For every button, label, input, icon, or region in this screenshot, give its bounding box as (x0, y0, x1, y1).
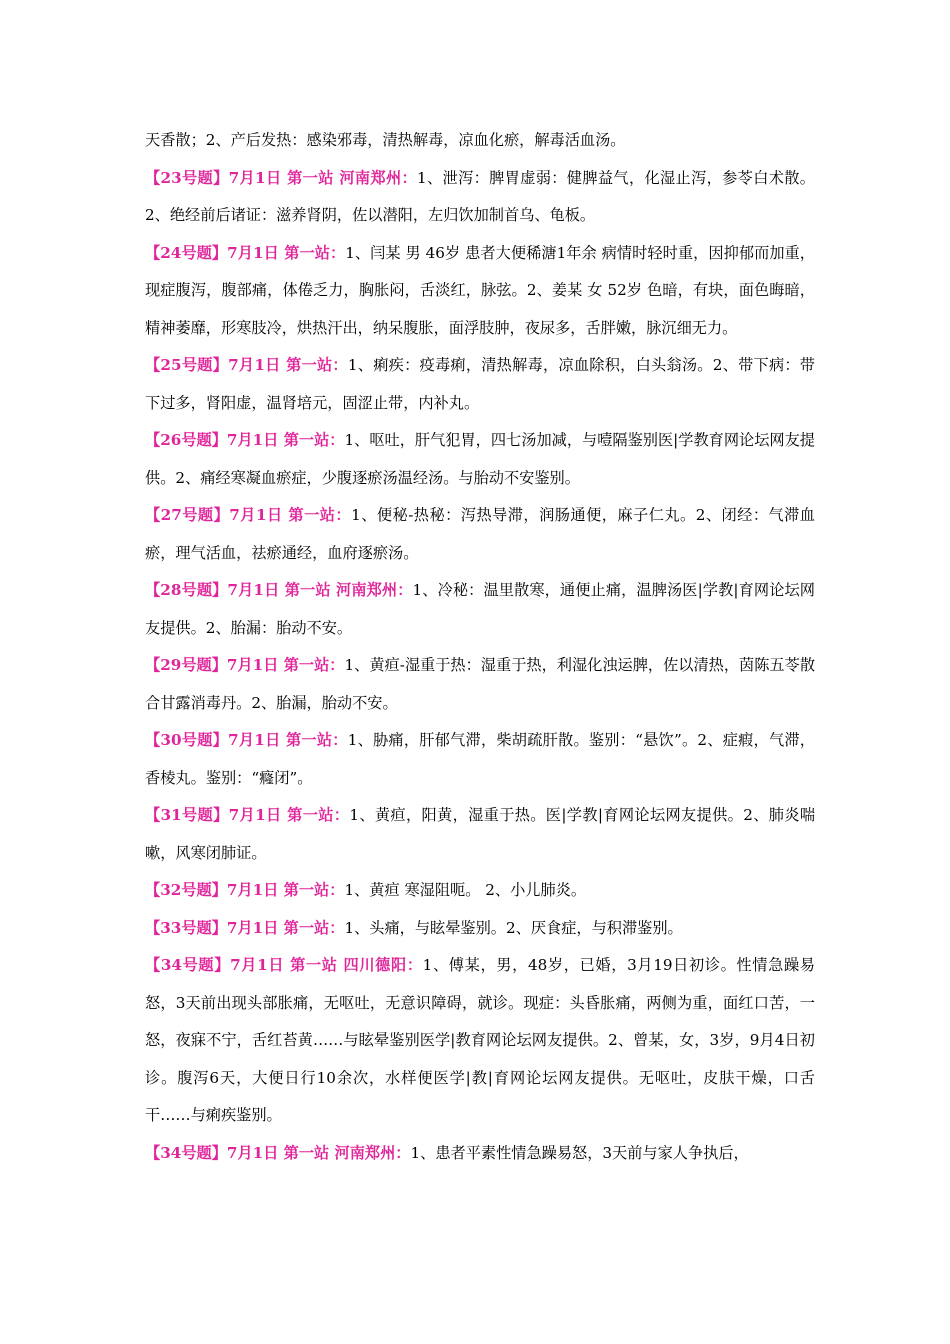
paragraph-text: 1、头痛，与眩晕鉴别。2、厌食症，与积滞鉴别。 (344, 918, 683, 937)
paragraph-30 (145, 722, 815, 797)
question-label: 【34号题】7月1日 第一站 四川德阳： (145, 956, 423, 974)
paragraph-text: 1、冷秘：温里散寒，通便止痛，温脾汤医|学教|育网论坛网友提供。2、胎漏：胎动不安。 (145, 581, 815, 637)
paragraph-text: 1、患者平素性情急躁易怒，3天前与家人争执后， (410, 1143, 749, 1162)
question-label: 【33号题】7月1日 第一站： (145, 918, 345, 937)
paragraph-24 (145, 235, 815, 348)
paragraph-text: 1、胁痛，肝郁气滞，柴胡疏肝散。鉴别：“悬饮”。2、症瘕，气滞，香棱丸。鉴别：“癃闭”。 (145, 731, 815, 787)
paragraph-text: 1、黄疸-湿重于热：湿重于热，利湿化浊运脾，佐以清热，茵陈五苓散合甘露消毒丹。2、胎漏，胎动不安。 (145, 656, 816, 712)
paragraph-29 (145, 647, 815, 722)
question-label: 【29号题】7月1日 第一站： (145, 656, 345, 674)
paragraph-28 (145, 572, 815, 647)
paragraph-23 (145, 160, 815, 235)
paragraph-text: 1、泄泻：脾胃虚弱：健脾益气，化湿止泻，参苓白术散。2、绝经前后诸证：滋养肾阴，佐以潜阳，左归饮加制首乌、龟板。 (145, 168, 815, 224)
paragraph-text: 1、痢疾：疫毒痢，清热解毒，凉血除积，白头翁汤。2、带下病：带下过多，肾阳虚，温肾培元，固涩止带，内补丸。 (145, 356, 815, 412)
paragraph-0 (145, 122, 815, 160)
paragraph-text: 1、傅某，男，48岁，已婚，3月19日初诊。性情急躁易怒，3天前出现头部胀痛，无呕吐，无意识障碍，就诊。现症：头昏胀痛，两侧为重，面红口苦，一怒，夜寐不宁，舌红苔黄……与眩晕鉴别医学|教育网论坛网友提供。2、曾某，女，3岁，9月4日初诊。腹泻6天，大便日行10余次，水样便医学|教|育网论坛网友提供。无呕吐，皮肤干燥，口舌干……与痢疾鉴别。 (145, 956, 815, 1124)
paragraph-27 (145, 497, 815, 572)
paragraph-text: 1、闫某 男 46岁 患者大便稀溏1年余 病情时轻时重，因抑郁而加重，现症腹泻，腹部痛，体倦乏力，胸胀闷，舌淡红，脉弦。2、姜某 女 52岁 色暗，有块，面色晦暗，精神萎靡，形寒肢冷，烘热汗出，纳呆腹胀，面浮肢肿，夜尿多，舌胖嫩，脉沉细无力。 (145, 243, 815, 337)
question-label: 【24号题】7月1日 第一站： (145, 243, 346, 262)
question-label: 【25号题】7月1日 第一站： (145, 356, 348, 374)
question-label: 【30号题】7月1日 第一站： (145, 731, 348, 749)
paragraph-text: 1、黄疸，阳黄，湿重于热。医|学教|育网论坛网友提供。2、肺炎喘嗽，风寒闭肺证。 (145, 806, 816, 862)
question-label: 【28号题】7月1日 第一站 河南郑州： (145, 581, 413, 599)
paragraph-text: 1、呕吐，肝气犯胃，四七汤加减，与噎隔鉴别医|学教育网论坛网友提供。2、痛经寒凝血瘀症，少腹逐瘀汤温经汤。与胎动不安鉴别。 (145, 431, 815, 487)
paragraph-text: 1、便秘-热秘：泻热导滞，润肠通便，麻子仁丸。2、闭经：气滞血瘀，理气活血，祛瘀通经，血府逐瘀汤。 (145, 506, 815, 562)
paragraph-32 (145, 872, 815, 910)
document-page (145, 122, 815, 1172)
paragraph-33 (145, 910, 815, 948)
paragraph-31 (145, 797, 815, 872)
paragraph-34a (145, 947, 815, 1135)
paragraph-text: 1、黄疸 寒湿阻呃。 2、小儿肺炎。 (344, 881, 587, 899)
paragraph-text: 天香散；2、产后发热：感染邪毒，清热解毒，凉血化瘀，解毒活血汤。 (145, 131, 626, 149)
paragraph-25 (145, 347, 815, 422)
question-label: 【32号题】7月1日 第一站： (145, 881, 345, 899)
question-label: 【34号题】7月1日 第一站 河南郑州： (145, 1143, 411, 1162)
paragraph-34b (145, 1135, 815, 1173)
question-label: 【26号题】7月1日 第一站： (145, 431, 345, 449)
question-label: 【27号题】7月1日 第一站： (145, 506, 352, 524)
question-label: 【31号题】7月1日 第一站： (145, 806, 350, 824)
question-label: 【23号题】7月1日 第一站 河南郑州： (145, 168, 418, 187)
paragraph-26 (145, 422, 815, 497)
